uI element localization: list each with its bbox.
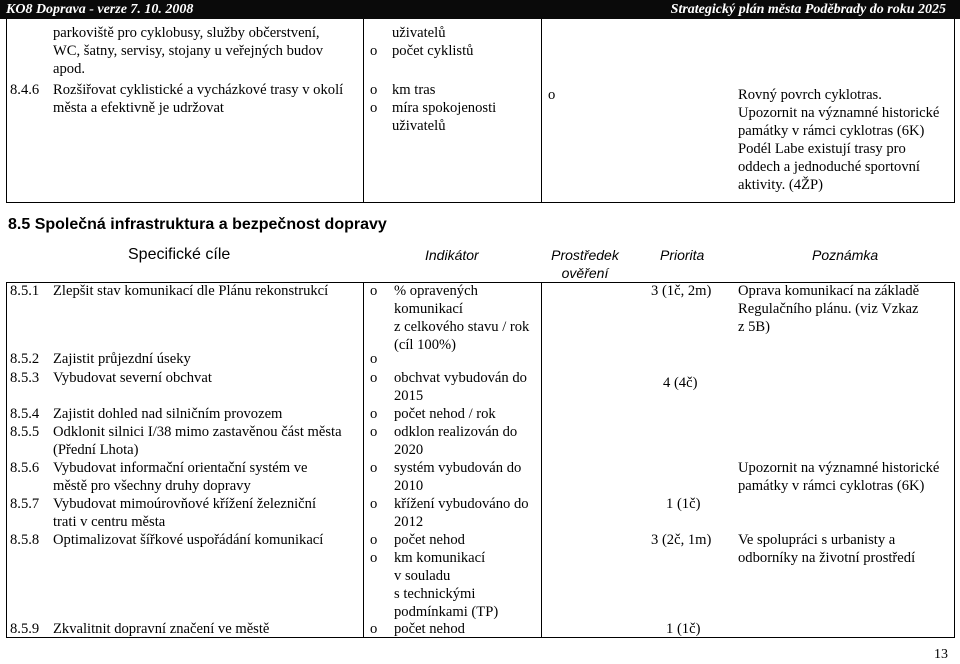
indicator-text: 2020 (394, 442, 424, 458)
indicator-text: z celkového stavu / rok (394, 319, 530, 335)
indicator-text: míra spokojenosti (392, 100, 497, 116)
priority-text: 3 (1č, 2m) (651, 283, 712, 299)
section-title: 8.5 Společná infrastruktura a bezpečnost dopravy (8, 216, 387, 233)
indicator-text: počet nehod (394, 532, 465, 548)
column-header-priority: Priorita (660, 247, 705, 263)
bullet: o (370, 100, 378, 116)
note-line: z 5B) (738, 319, 771, 335)
bullet: o (370, 550, 378, 566)
indicator-text: podmínkami (TP) (394, 604, 499, 620)
row-number: 8.5.5 (10, 424, 40, 440)
note-line: Podél Labe existují trasy pro (738, 141, 906, 157)
indicator-text: křížení vybudováno do (394, 496, 529, 512)
indicator-text: 2015 (394, 388, 424, 404)
indicator-text: počet nehod (394, 621, 465, 637)
note-line: Oprava komunikací na základě (738, 283, 920, 299)
indicator-text: uživatelů (392, 118, 446, 134)
priority-text: 3 (2č, 1m) (651, 532, 712, 548)
page-number: 13 (934, 647, 948, 662)
note-line: Regulačního plánu. (viz Vzkaz (738, 301, 919, 317)
row-number: 8.5.2 (10, 351, 40, 367)
indicator-text: km tras (392, 82, 436, 98)
bullet: o (370, 424, 378, 440)
note-line: oddech a jednoduché sportovní (738, 159, 920, 175)
bullet: o (548, 87, 556, 103)
row-number: 8.5.1 (10, 283, 40, 299)
goal-text: Zlepšit stav komunikací dle Plánu rekonstrukcí (53, 283, 329, 299)
indicator-text: km komunikací (394, 550, 486, 566)
goal-text: městě pro všechny druhy dopravy (53, 478, 251, 494)
indicator-text: 2010 (394, 478, 424, 494)
priority-text: 1 (1č) (666, 621, 701, 637)
goal-text: Vybudovat informační orientační systém ve (53, 460, 308, 476)
indicator-text: počet nehod / rok (394, 406, 496, 422)
goal-text: Zajistit dohled nad silničním provozem (53, 406, 283, 422)
column-header-indicator: Indikátor (425, 247, 479, 263)
bullet: o (370, 370, 378, 386)
note-line: odborníky na životní prostředí (738, 550, 916, 566)
row-number: 8.5.9 (10, 621, 40, 637)
bullet: o (370, 460, 378, 476)
goal-text: Vybudovat mimoúrovňové křížení železniční (53, 496, 317, 512)
column-header-means: ověření (561, 265, 609, 281)
note-line: Rovný povrch cyklotras. (738, 87, 882, 103)
goal-text: Vybudovat severní obchvat (53, 370, 212, 386)
row-number: 8.5.4 (10, 406, 40, 422)
goal-cont-line: apod. (53, 61, 86, 77)
indicator-text: (cíl 100%) (394, 337, 457, 353)
column-header-note: Poznámka (812, 247, 879, 263)
indicator-text: % opravených (394, 283, 478, 299)
page-header (0, 0, 960, 19)
goal-text: Rozšiřovat cyklistické a vycházkové trasy v okolí (53, 82, 344, 98)
indicator-text: systém vybudován do (394, 460, 522, 476)
row-number: 8.5.3 (10, 370, 40, 386)
bullet: o (370, 43, 378, 59)
goal-text: Optimalizovat šířkové uspořádání komunikací (53, 532, 324, 548)
priority-text: 4 (4č) (663, 375, 698, 391)
goal-text: Odklonit silnici I/38 mimo zastavěnou část města (53, 424, 342, 440)
goal-cont-line: WC, šatny, servisy, stojany u veřejných budov (53, 43, 324, 59)
goal-text: města a efektivně je udržovat (53, 100, 224, 116)
indicator-text: odklon realizován do (394, 424, 518, 440)
indicator-cont2: počet cyklistů (392, 43, 474, 59)
bullet: o (370, 351, 378, 367)
note-line: památky v rámci cyklotras (6K) (738, 478, 925, 494)
header-left: KO8 Doprava - verze 7. 10. 2008 (6, 2, 194, 17)
bullet: o (370, 532, 378, 548)
note-line: památky v rámci cyklotras (6K) (738, 123, 925, 139)
bullet: o (370, 82, 378, 98)
indicator-text: obchvat vybudován do (394, 370, 527, 386)
row-number: 8.4.6 (10, 82, 40, 98)
bullet: o (370, 496, 378, 512)
row-number: 8.5.6 (10, 460, 40, 476)
note-line: Ve spolupráci s urbanisty a (738, 532, 896, 548)
goal-cont-line: parkoviště pro cyklobusy, služby občerstvení, (53, 25, 320, 41)
indicator-text: komunikací (394, 301, 463, 317)
indicator-text: 2012 (394, 514, 424, 530)
bullet: o (370, 621, 378, 637)
indicator-cont: uživatelů (392, 25, 446, 41)
goal-text: Zajistit průjezdní úseky (53, 351, 191, 367)
goal-text: trati v centru města (53, 514, 166, 530)
header-right: Strategický plán města Poděbrady do roku 2025 (670, 2, 946, 17)
bullet: o (370, 406, 378, 422)
priority-text: 1 (1č) (666, 496, 701, 512)
note-line: Upozornit na významné historické (738, 105, 940, 121)
row-number: 8.5.8 (10, 532, 40, 548)
bullet: o (370, 283, 378, 299)
note-line: Upozornit na významné historické (738, 460, 940, 476)
row-number: 8.5.7 (10, 496, 40, 512)
note-line: aktivity. (4ŽP) (738, 177, 823, 193)
column-header-means: Prostředek (551, 247, 619, 263)
goal-text: (Přední Lhota) (53, 442, 139, 458)
indicator-text: s technickými (394, 586, 476, 602)
goal-text: Zkvalitnit dopravní značení ve městě (53, 621, 270, 637)
indicator-text: v souladu (394, 568, 451, 584)
column-header-goals: Specifické cíle (128, 246, 231, 263)
